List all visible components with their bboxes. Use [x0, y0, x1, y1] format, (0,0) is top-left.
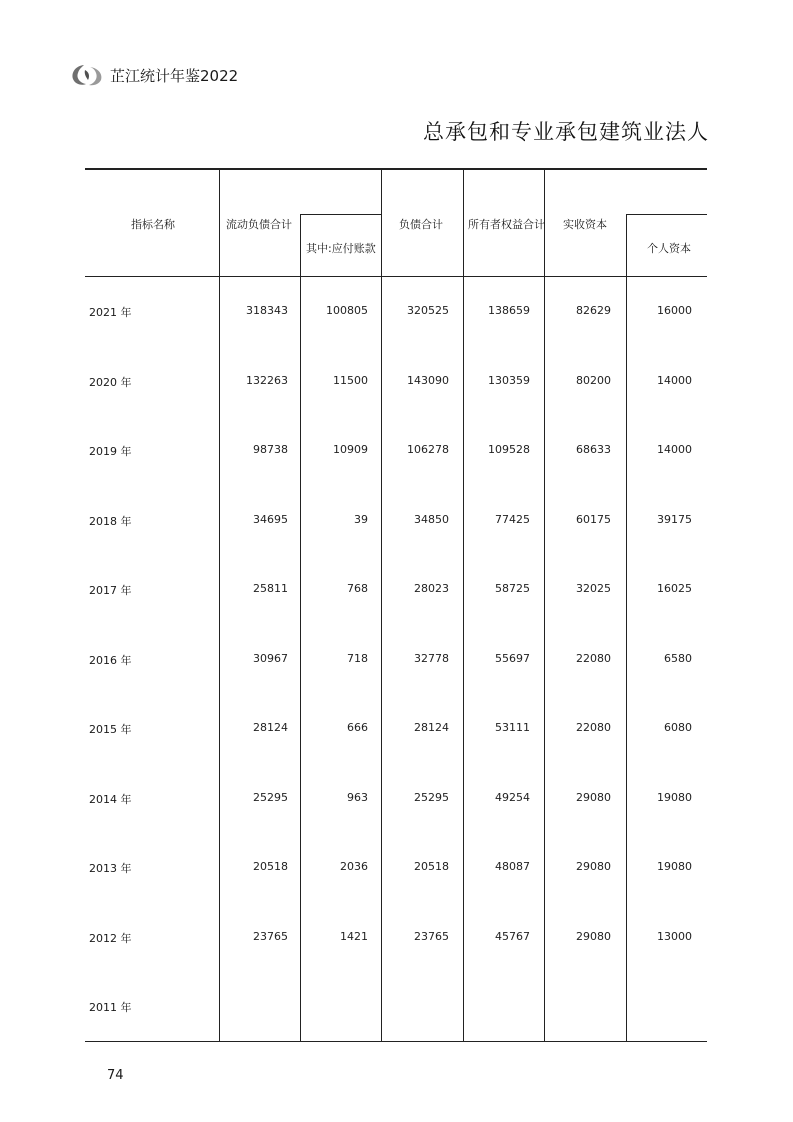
- cell-personal-capital: 6580: [664, 652, 692, 665]
- table-header-rule: [85, 276, 707, 277]
- cell-current-liabilities: 28124: [253, 721, 288, 734]
- row-year-label: 2014 年: [89, 793, 132, 806]
- cell-accounts-payable: 100805: [326, 304, 368, 317]
- cell-personal-capital: 16025: [657, 582, 692, 595]
- header-personal-capital: 个人资本: [647, 242, 691, 255]
- column-divider: [300, 214, 301, 1041]
- row-year-label: 2016 年: [89, 654, 132, 667]
- table-top-rule: [85, 168, 707, 170]
- cell-owners-equity: 49254: [495, 791, 530, 804]
- column-divider: [381, 170, 382, 1041]
- header-paid-in-capital: 实收资本: [563, 218, 607, 231]
- cell-total-liabilities: 25295: [414, 791, 449, 804]
- cell-paid-in-capital: 80200: [576, 374, 611, 387]
- cell-current-liabilities: 98738: [253, 443, 288, 456]
- cell-owners-equity: 53111: [495, 721, 530, 734]
- header-indicator: 指标名称: [131, 218, 175, 231]
- cell-current-liabilities: 23765: [253, 930, 288, 943]
- cell-current-liabilities: 34695: [253, 513, 288, 526]
- cell-accounts-payable: 963: [347, 791, 368, 804]
- cell-accounts-payable: 39: [354, 513, 368, 526]
- cell-total-liabilities: 34850: [414, 513, 449, 526]
- subheader-rule-right: [626, 214, 707, 215]
- row-year-label: 2012 年: [89, 932, 132, 945]
- page-number: 74: [107, 1068, 124, 1083]
- cell-current-liabilities: 318343: [246, 304, 288, 317]
- column-divider: [626, 214, 627, 1041]
- column-divider: [219, 170, 220, 1041]
- cell-owners-equity: 130359: [488, 374, 530, 387]
- cell-paid-in-capital: 60175: [576, 513, 611, 526]
- cell-total-liabilities: 32778: [414, 652, 449, 665]
- header-accounts-payable: 其中:应付账款: [306, 242, 376, 255]
- row-year-label: 2013 年: [89, 862, 132, 875]
- cell-personal-capital: 13000: [657, 930, 692, 943]
- cell-current-liabilities: 30967: [253, 652, 288, 665]
- cell-owners-equity: 77425: [495, 513, 530, 526]
- column-divider: [544, 170, 545, 1041]
- cell-total-liabilities: 143090: [407, 374, 449, 387]
- cell-owners-equity: 138659: [488, 304, 530, 317]
- row-year-label: 2020 年: [89, 376, 132, 389]
- cell-personal-capital: 14000: [657, 374, 692, 387]
- cell-paid-in-capital: 68633: [576, 443, 611, 456]
- row-year-label: 2015 年: [89, 723, 132, 736]
- page-title: 总承包和专业承包建筑业法人: [423, 120, 709, 144]
- row-year-label: 2011 年: [89, 1001, 132, 1014]
- cell-accounts-payable: 10909: [333, 443, 368, 456]
- cell-current-liabilities: 20518: [253, 860, 288, 873]
- cell-current-liabilities: 25295: [253, 791, 288, 804]
- cell-paid-in-capital: 29080: [576, 860, 611, 873]
- yearbook-title: 芷江统计年鉴2022: [110, 67, 239, 85]
- cell-accounts-payable: 666: [347, 721, 368, 734]
- cell-personal-capital: 16000: [657, 304, 692, 317]
- cell-total-liabilities: 28023: [414, 582, 449, 595]
- cell-owners-equity: 55697: [495, 652, 530, 665]
- cell-total-liabilities: 20518: [414, 860, 449, 873]
- cell-accounts-payable: 718: [347, 652, 368, 665]
- cell-total-liabilities: 28124: [414, 721, 449, 734]
- cell-accounts-payable: 768: [347, 582, 368, 595]
- cell-paid-in-capital: 29080: [576, 791, 611, 804]
- cell-owners-equity: 48087: [495, 860, 530, 873]
- cell-paid-in-capital: 32025: [576, 582, 611, 595]
- row-year-label: 2017 年: [89, 584, 132, 597]
- cell-owners-equity: 45767: [495, 930, 530, 943]
- cell-accounts-payable: 11500: [333, 374, 368, 387]
- cell-personal-capital: 6080: [664, 721, 692, 734]
- cell-personal-capital: 19080: [657, 791, 692, 804]
- cell-accounts-payable: 1421: [340, 930, 368, 943]
- subheader-rule-left: [300, 214, 381, 215]
- cell-personal-capital: 39175: [657, 513, 692, 526]
- cell-paid-in-capital: 82629: [576, 304, 611, 317]
- cell-total-liabilities: 23765: [414, 930, 449, 943]
- cell-accounts-payable: 2036: [340, 860, 368, 873]
- row-year-label: 2019 年: [89, 445, 132, 458]
- row-year-label: 2018 年: [89, 515, 132, 528]
- cell-personal-capital: 14000: [657, 443, 692, 456]
- cell-paid-in-capital: 22080: [576, 721, 611, 734]
- table-bottom-rule: [85, 1041, 707, 1042]
- cell-owners-equity: 58725: [495, 582, 530, 595]
- column-divider: [463, 170, 464, 1041]
- cell-personal-capital: 19080: [657, 860, 692, 873]
- header-current-liabilities: 流动负债合计: [226, 218, 292, 231]
- cell-current-liabilities: 132263: [246, 374, 288, 387]
- cell-paid-in-capital: 22080: [576, 652, 611, 665]
- row-year-label: 2021 年: [89, 306, 132, 319]
- cell-current-liabilities: 25811: [253, 582, 288, 595]
- cell-owners-equity: 109528: [488, 443, 530, 456]
- header-total-liabilities: 负债合计: [399, 218, 443, 231]
- cell-total-liabilities: 320525: [407, 304, 449, 317]
- cell-total-liabilities: 106278: [407, 443, 449, 456]
- yearbook-logo-icon: [70, 63, 104, 87]
- header-owners-equity: 所有者权益合计: [468, 218, 545, 231]
- cell-paid-in-capital: 29080: [576, 930, 611, 943]
